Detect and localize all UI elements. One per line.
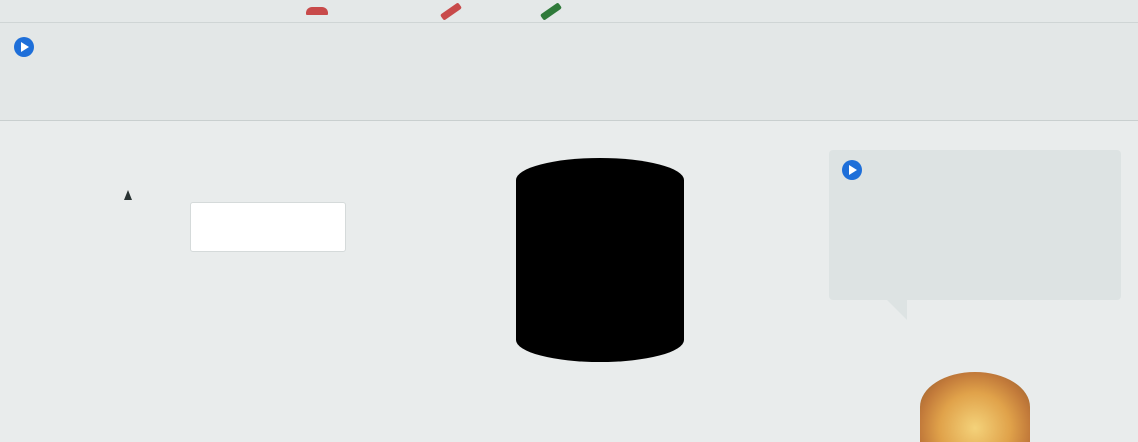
question-panel	[0, 23, 1138, 121]
protractor-tool[interactable]	[306, 0, 338, 22]
hint-play-audio-icon[interactable]	[842, 160, 862, 180]
scratchpad-tool[interactable]	[540, 0, 572, 22]
play-audio-icon[interactable]	[14, 37, 34, 57]
cylinder-figure	[514, 152, 686, 368]
hint-pointer	[885, 298, 907, 320]
cylinder-body	[516, 180, 684, 362]
decorative-character-icon	[920, 372, 1030, 442]
cylinder-top	[516, 158, 684, 202]
protractor-icon	[306, 7, 328, 15]
answer-input[interactable]	[190, 202, 346, 252]
toolbar	[0, 0, 1138, 23]
ruler-icon	[440, 2, 462, 20]
ruler-tool[interactable]	[440, 0, 472, 22]
hint-panel	[829, 150, 1121, 300]
mouse-cursor-icon	[124, 190, 132, 200]
pencil-icon	[540, 2, 562, 20]
